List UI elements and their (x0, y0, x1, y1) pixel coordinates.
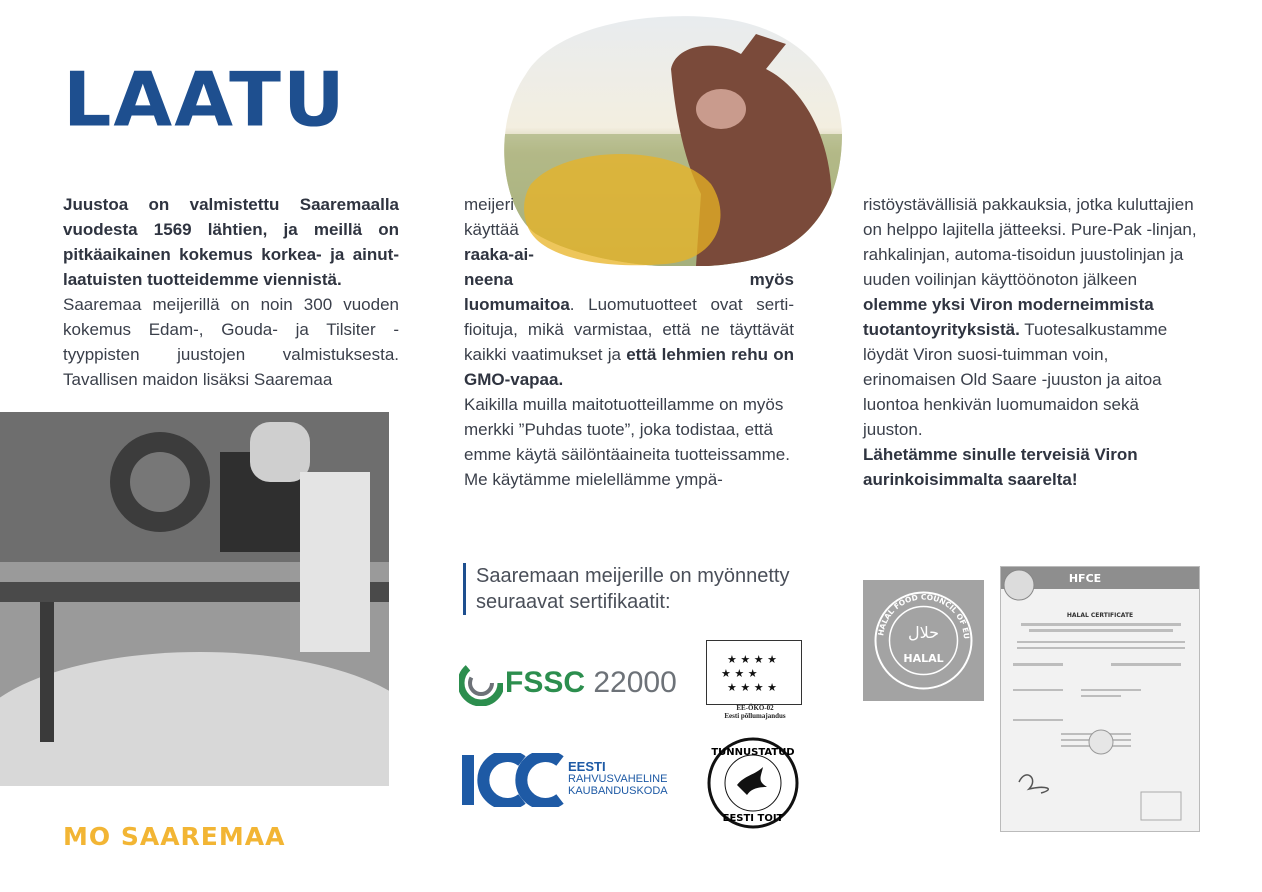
col2-line: neena (464, 270, 514, 289)
fssc-text: FSSC (505, 666, 586, 699)
icc-line: RAHVUSVAHELINE (568, 773, 668, 785)
col3-bold: Lähetämme sinulle terveisiä Viron aurinkoisimmalta saarelta! (863, 445, 1138, 489)
col2-line: käyttää (464, 220, 519, 239)
eu-origin: Eesti põllumajandus (724, 712, 786, 720)
tunnus-top-text: TUNNUSTATUD (711, 747, 795, 758)
col2-line: raaka-ai- (464, 245, 534, 264)
col2-text: Me käytämme mielellämme ympä- (464, 470, 723, 489)
col2-line: myös (749, 270, 794, 289)
brand-logo: MO SAAREMAA (63, 822, 286, 851)
doc-header: HFCE (1068, 572, 1102, 585)
svg-text:★ ★ ★ ★: ★ ★ ★ ★ (727, 681, 777, 694)
page-title: LAATU (63, 55, 347, 144)
eu-leaf-icon (707, 641, 801, 704)
organic-bold: luomumaitoa (464, 295, 570, 314)
icc-mark-icon (462, 753, 566, 807)
halal-ring-text: HALAL FOOD COUNCIL OF EU (876, 592, 972, 640)
tunnustatud-eesti-toit-logo (707, 737, 799, 829)
gmo-bold: että lehmien rehu on GMO-vapaa. (464, 345, 794, 389)
col2-line: meijeri (464, 195, 515, 214)
text-column-3 (863, 192, 1203, 492)
svg-text:★ ★ ★ ★: ★ ★ ★ ★ (727, 653, 777, 666)
fssc-swirl-icon (459, 660, 503, 706)
organic-text: . Luomutuotteet ovat serti-fioituja, mikä varmistaa, että ne täyttävät kaikki vaatimukset ja (464, 295, 794, 364)
certificates-heading: Saaremaan meijerille on myönnetty seuraavat sertifikaatit: (463, 563, 836, 615)
dairy-historic-photo (0, 412, 389, 786)
col3-text: Tuotesalkustamme löydät Viron suosi-tuimman voin, erinomaisen Old Saare -juuston ja aitoa luontoa henkivän luomumaidon sekä juuston. (863, 320, 1168, 439)
eu-organic-logo (706, 640, 802, 705)
doc-title: HALAL CERTIFICATE (1066, 612, 1134, 619)
text-column-2 (464, 192, 794, 492)
intro-bold: Juustoa on valmistettu Saaremaalla vuodesta 1569 lähtien, ja meillä on pitkäaikainen kokemus korkea- ja ainut-laatuisten tuotteidemme viennistä. (63, 195, 399, 289)
fssc-22000-logo (459, 660, 689, 706)
icc-estonia-logo (462, 753, 672, 807)
fssc-number: 22000 (593, 666, 677, 699)
icc-line: KAUBANDUSKODA (568, 785, 668, 797)
halal-word: HALAL (903, 652, 944, 665)
halal-certificate-document (1000, 566, 1200, 832)
col2-text: Kaikilla muilla maitotuotteillamme on myös merkki ”Puhdas tuote”, joka todistaa, että emme käytä säilöntäaineita tuotteissamme. (464, 395, 790, 464)
halal-food-council-logo (863, 580, 984, 701)
tunnus-bottom-text: EESTI TOIT (722, 813, 784, 824)
halal-arabic: حلال (907, 623, 940, 642)
svg-text:★ ★ ★: ★ ★ ★ (721, 667, 758, 680)
col3-text: ristöystävällisiä pakkauksia, jotka kuluttajien on helppo lajitella jätteeksi. Pure-Pak -linjan, rahkalinjan, automa-tisoidun juustolinjan ja uuden voilinjan käyttöönoton jälkeen (863, 195, 1197, 289)
icc-line: EESTI (568, 759, 606, 774)
eu-organic-caption (700, 704, 810, 720)
text-column-1 (63, 192, 399, 392)
eu-code: EE-ÖKO-02 (736, 704, 774, 712)
col1-text: Saaremaa meijerillä on noin 300 vuoden kokemus Edam-, Gouda- ja Tilsiter -tyyppisten juustojen valmistuksesta. Tavallisen maidon lisäksi Saaremaa (63, 295, 399, 389)
col3-bold: olemme yksi Viron moderneimmista tuotantoyrityksistä. (863, 295, 1154, 339)
